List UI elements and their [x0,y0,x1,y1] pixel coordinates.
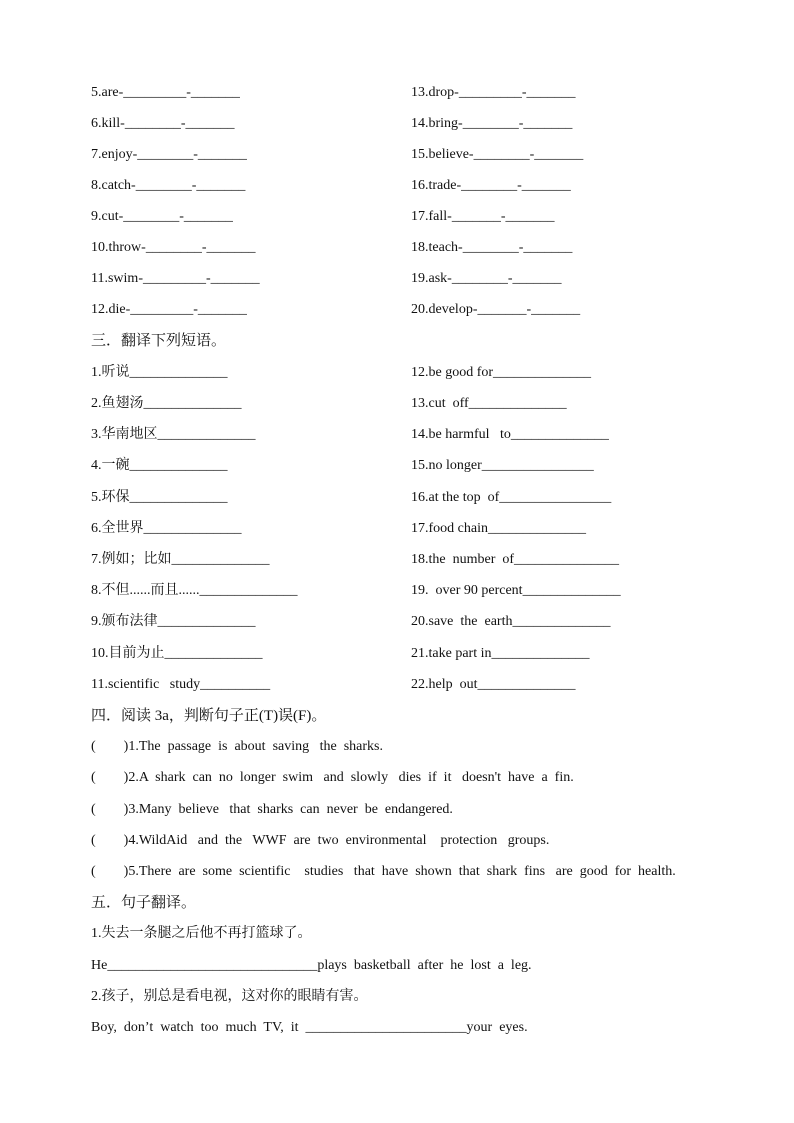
tf-item-2: ( )2.A shark can no longer swim and slowly dies if it doesn't have a fin. [91,770,574,785]
phrase-item-3: 3.华南地区______________ [91,427,256,442]
verb-item-19: 19.ask-________-_______ [411,271,562,286]
tf-item-1: ( )1.The passage is about saving the sharks. [91,739,383,754]
section-3-heading: 三．翻译下列短语。 [91,333,227,349]
phrase-item-7: 7.例如；比如______________ [91,552,270,567]
verb-item-6: 6.kill-________-_______ [91,116,235,131]
phrase-item-9: 9.颁布法律______________ [91,614,256,629]
verb-item-8: 8.catch-________-_______ [91,178,246,193]
phrase-item-17: 17.food chain______________ [411,521,586,536]
section-5-heading: 五．句子翻译。 [91,895,197,911]
verb-item-20: 20.develop-_______-_______ [411,302,581,317]
phrase-item-18: 18.the number of_______________ [411,552,620,567]
phrase-item-10: 10.目前为止______________ [91,646,263,661]
verb-item-10: 10.throw-________-_______ [91,240,256,255]
phrase-item-8: 8.不但......而且......______________ [91,583,298,598]
translation-q1-chinese: 1.失去一条腿之后他不再打篮球了。 [91,926,312,941]
phrase-item-1: 1.听说______________ [91,365,228,380]
phrase-item-15: 15.no longer________________ [411,458,594,473]
verb-item-11: 11.swim-_________-_______ [91,271,260,286]
verb-item-16: 16.trade-________-_______ [411,178,571,193]
verb-item-12: 12.die-_________-_______ [91,302,247,317]
translation-q1-english: He______________________________plays basketball after he lost a leg. [91,958,532,973]
phrase-item-21: 21.take part in______________ [411,646,590,661]
tf-item-4: ( )4.WildAid and the WWF are two environmental protection groups. [91,833,550,848]
verb-item-18: 18.teach-________-_______ [411,240,573,255]
verb-item-15: 15.believe-________-_______ [411,147,584,162]
phrase-item-2: 2.鱼翅汤______________ [91,396,242,411]
phrase-item-4: 4.一碗______________ [91,458,228,473]
phrase-item-14: 14.be harmful to______________ [411,427,609,442]
phrase-item-6: 6.全世界______________ [91,521,242,536]
phrase-item-13: 13.cut off______________ [411,396,567,411]
phrase-item-22: 22.help out______________ [411,677,576,692]
phrase-item-20: 20.save the earth______________ [411,614,611,629]
phrase-item-16: 16.at the top of________________ [411,490,612,505]
phrase-item-11: 11.scientific study__________ [91,677,271,692]
tf-item-5: ( )5.There are some scientific studies that have shown that shark fins are good for health. [91,864,676,879]
tf-item-3: ( )3.Many believe that sharks can never be endangered. [91,802,453,817]
section-4-heading: 四．阅读 3a，判断句子正(T)误(F)。 [91,708,327,724]
translation-q2-chinese: 2.孩子，别总是看电视，这对你的眼睛有害。 [91,989,368,1004]
verb-item-17: 17.fall-_______-_______ [411,209,555,224]
verb-item-5: 5.are-_________-_______ [91,85,240,100]
translation-q2-english: Boy, don’t watch too much TV, it _______________________your eyes. [91,1020,528,1035]
verb-item-9: 9.cut-________-_______ [91,209,233,224]
phrase-item-19: 19. over 90 percent______________ [411,583,621,598]
verb-item-13: 13.drop-_________-_______ [411,85,576,100]
phrase-item-12: 12.be good for______________ [411,365,592,380]
phrase-item-5: 5.环保______________ [91,490,228,505]
verb-item-7: 7.enjoy-________-_______ [91,147,247,162]
verb-item-14: 14.bring-________-_______ [411,116,573,131]
